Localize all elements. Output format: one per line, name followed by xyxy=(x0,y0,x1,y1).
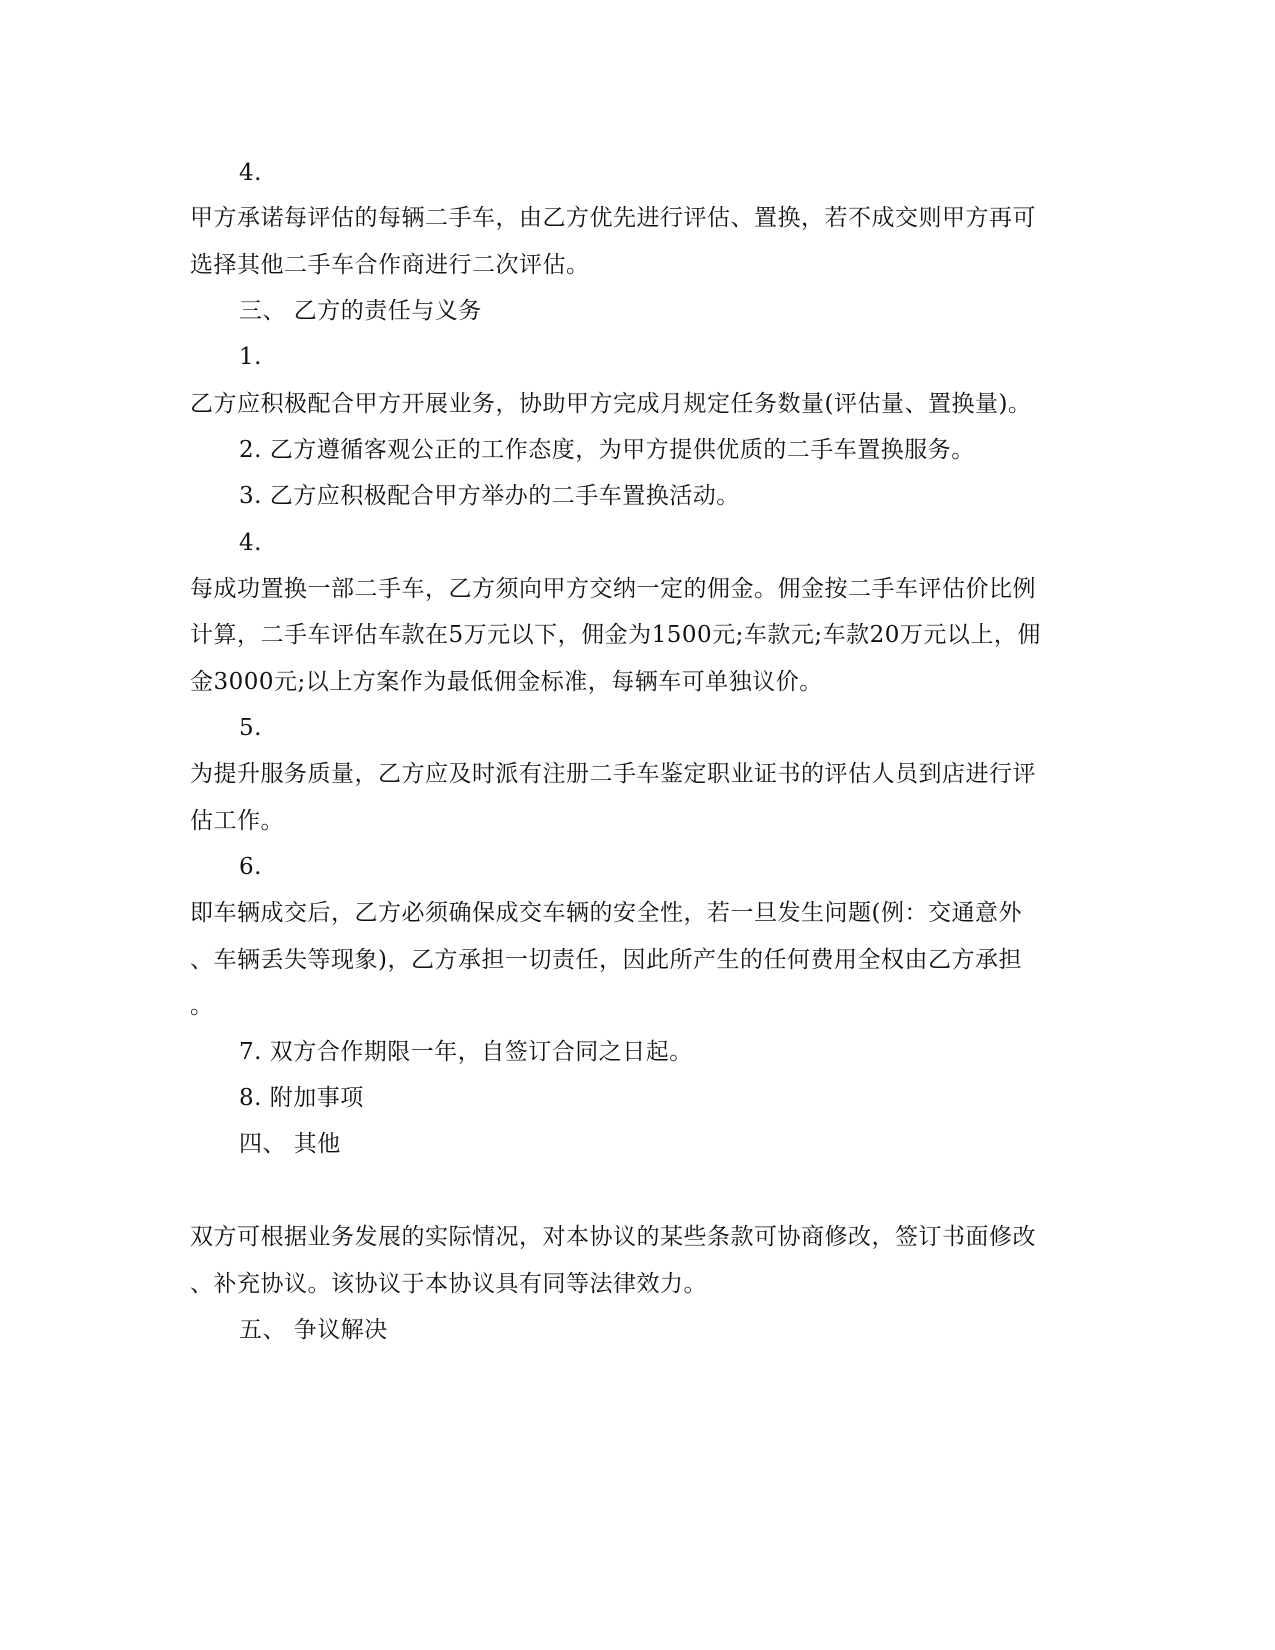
list-item: 2. 乙方遵循客观公正的工作态度，为甲方提供优质的二手车置换服务。 xyxy=(239,437,975,463)
paragraph-line: 计算，二手车评估车款在5万元以下，佣金为1500元;车款元;车款20万元以上，佣 xyxy=(190,622,1041,648)
paragraph-line: 金3000元;以上方案作为最低佣金标准，每辆车可单独议价。 xyxy=(190,669,823,695)
section-heading: 五、 争议解决 xyxy=(239,1317,388,1343)
list-item: 8. 附加事项 xyxy=(239,1085,364,1111)
paragraph-line: 乙方应积极配合甲方开展业务，协助甲方完成月规定任务数量(评估量、置换量)。 xyxy=(190,391,1032,417)
paragraph-line: 估工作。 xyxy=(190,808,284,834)
item-number: 6. xyxy=(239,854,262,880)
item-number: 4. xyxy=(239,530,262,556)
section-heading: 三、 乙方的责任与义务 xyxy=(239,298,482,324)
item-number: 4. xyxy=(239,160,262,186)
paragraph-line: 为提升服务质量，乙方应及时派有注册二手车鉴定职业证书的评估人员到店进行评 xyxy=(190,761,1036,787)
item-number: 1. xyxy=(239,344,262,370)
paragraph-line: 、车辆丢失等现象)，乙方承担一切责任，因此所产生的任何费用全权由乙方承担 xyxy=(190,947,1022,973)
paragraph-line: 选择其他二手车合作商进行二次评估。 xyxy=(190,252,590,278)
paragraph-line: 甲方承诺每评估的每辆二手车，由乙方优先进行评估、置换，若不成交则甲方再可 xyxy=(190,205,1036,231)
list-item: 3. 乙方应积极配合甲方举办的二手车置换活动。 xyxy=(239,483,740,509)
list-item: 7. 双方合作期限一年，自签订合同之日起。 xyxy=(239,1039,693,1065)
paragraph-line: 、补充协议。该协议于本协议具有同等法律效力。 xyxy=(190,1271,707,1297)
paragraph-line: 每成功置换一部二手车，乙方须向甲方交纳一定的佣金。佣金按二手车评估价比例 xyxy=(190,576,1036,602)
paragraph-line: 即车辆成交后，乙方必须确保成交车辆的安全性，若一旦发生问题(例：交通意外 xyxy=(190,900,1022,926)
item-number: 5. xyxy=(239,715,262,741)
paragraph-line: 。 xyxy=(190,993,214,1019)
section-heading: 四、 其他 xyxy=(239,1131,341,1157)
paragraph-line: 双方可根据业务发展的实际情况，对本协议的某些条款可协商修改，签订书面修改 xyxy=(190,1224,1036,1250)
